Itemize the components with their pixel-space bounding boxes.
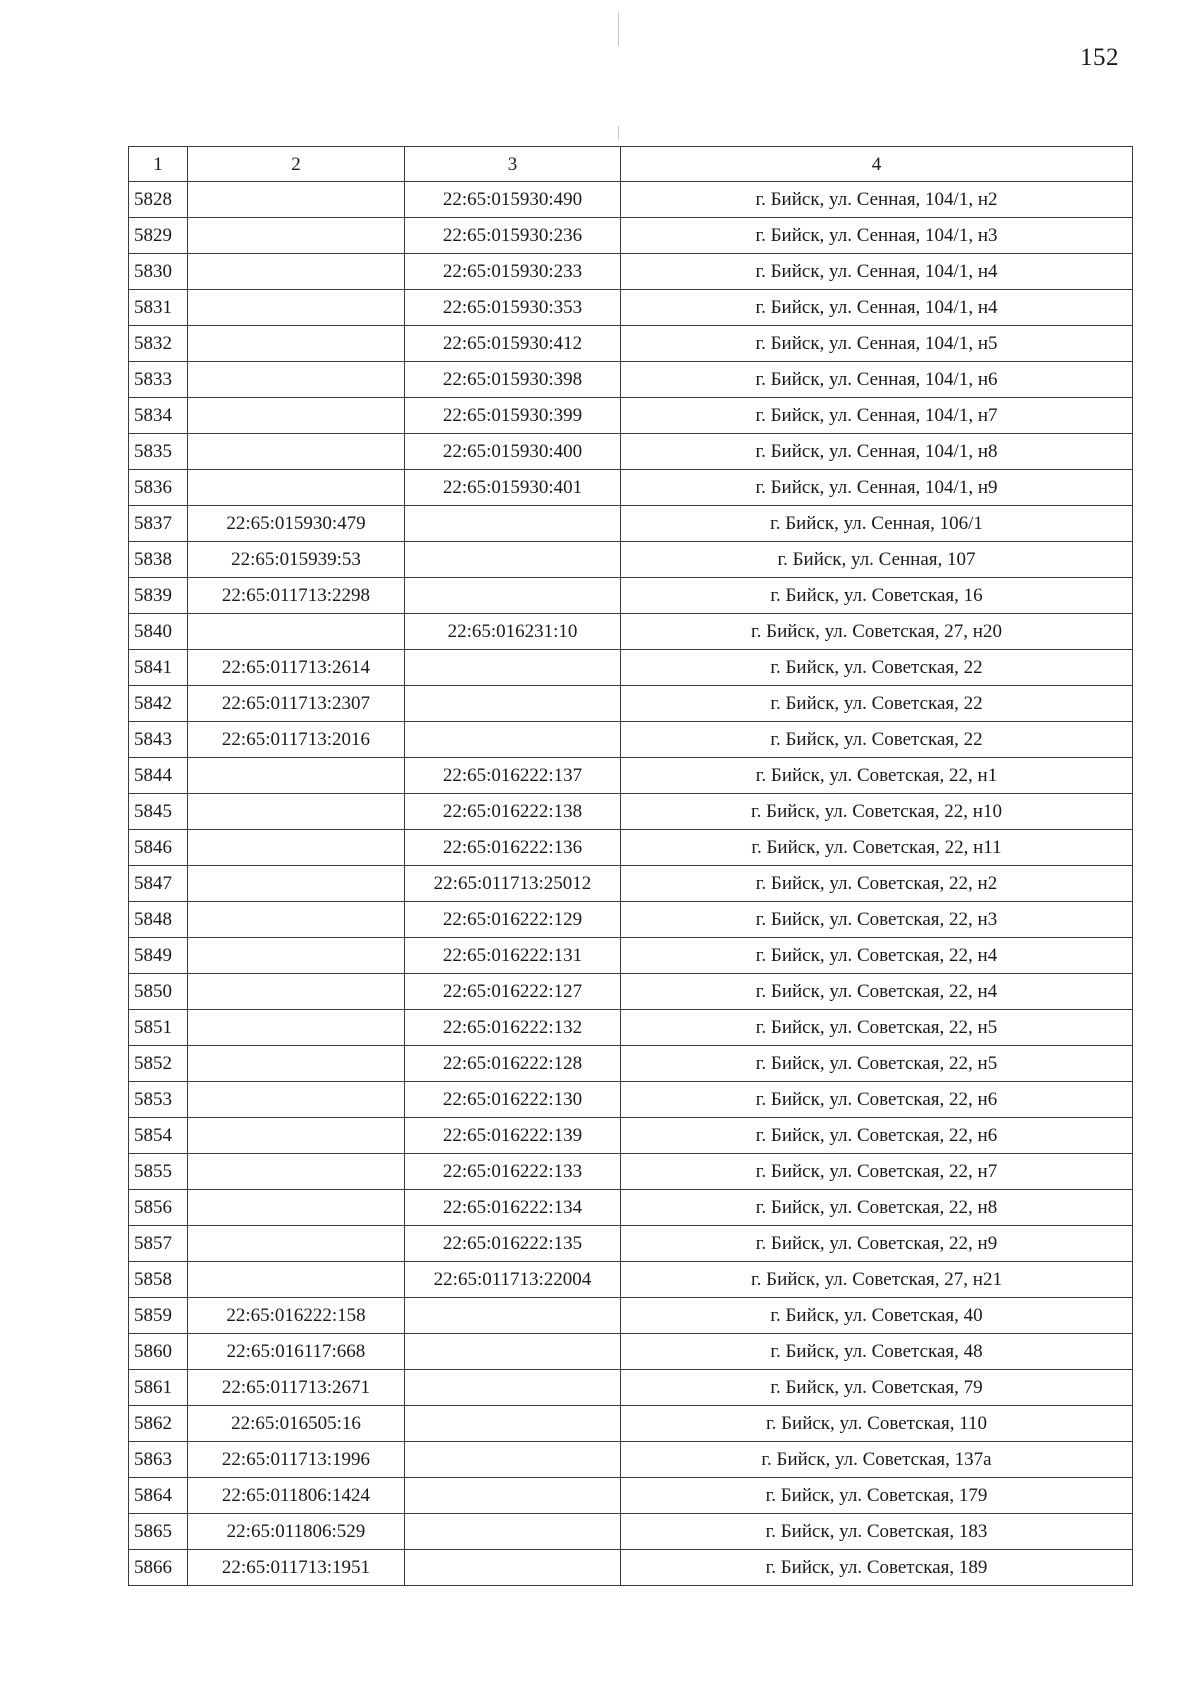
cadastral-number-alt-cell [405,686,621,722]
table-row [129,578,1133,614]
address-cell: г. Бийск, ул. Сенная, 104/1, н7 [621,398,1133,434]
row-number-cell: 5851 [129,1010,188,1046]
cadastral-number-alt-cell: 22:65:011713:22004 [405,1262,621,1298]
cadastral-number-alt-cell: 22:65:015930:399 [405,398,621,434]
cadastral-number-alt-cell: 22:65:016222:137 [405,758,621,794]
address-cell: г. Бийск, ул. Советская, 22, н5 [621,1046,1133,1082]
table-row [129,866,1133,902]
cadastral-number-alt-cell [405,1406,621,1442]
row-number-cell: 5834 [129,398,188,434]
cadastral-number-cell [188,434,405,470]
address-cell: г. Бийск, ул. Советская, 189 [621,1550,1133,1586]
cadastral-number-cell: 22:65:015939:53 [188,542,405,578]
cadastral-number-alt-cell [405,1442,621,1478]
cadastral-number-cell: 22:65:011713:2671 [188,1370,405,1406]
cadastral-number-cell [188,254,405,290]
table-row [129,182,1133,218]
address-cell: г. Бийск, ул. Советская, 22, н2 [621,866,1133,902]
cadastral-number-cell [188,326,405,362]
address-cell: г. Бийск, ул. Советская, 79 [621,1370,1133,1406]
cadastral-number-cell [188,1190,405,1226]
address-cell: г. Бийск, ул. Сенная, 107 [621,542,1133,578]
address-cell: г. Бийск, ул. Советская, 22 [621,722,1133,758]
address-cell: г. Бийск, ул. Советская, 22, н11 [621,830,1133,866]
row-number-cell: 5842 [129,686,188,722]
cadastral-number-alt-cell: 22:65:016222:128 [405,1046,621,1082]
cadastral-number-cell [188,1154,405,1190]
address-cell: г. Бийск, ул. Советская, 27, н21 [621,1262,1133,1298]
row-number-cell: 5864 [129,1478,188,1514]
cadastral-number-alt-cell [405,1334,621,1370]
table-row [129,1226,1133,1262]
table-row [129,794,1133,830]
row-number-cell: 5832 [129,326,188,362]
header-row [129,147,1133,182]
row-number-cell: 5862 [129,1406,188,1442]
row-number-cell: 5860 [129,1334,188,1370]
cadastral-number-alt-cell: 22:65:016222:136 [405,830,621,866]
cadastral-number-cell: 22:65:011806:529 [188,1514,405,1550]
row-number-cell: 5848 [129,902,188,938]
cadastral-number-alt-cell: 22:65:015930:236 [405,218,621,254]
address-cell: г. Бийск, ул. Советская, 22, н10 [621,794,1133,830]
table-row [129,1190,1133,1226]
cadastral-number-cell [188,938,405,974]
cadastral-number-cell [188,1046,405,1082]
table-row [129,1046,1133,1082]
cadastral-number-cell: 22:65:011713:2614 [188,650,405,686]
table-row [129,974,1133,1010]
address-cell: г. Бийск, ул. Советская, 22, н4 [621,938,1133,974]
address-cell: г. Бийск, ул. Советская, 27, н20 [621,614,1133,650]
column-header-2: 2 [188,147,405,182]
row-number-cell: 5847 [129,866,188,902]
table-row [129,1334,1133,1370]
cadastral-number-alt-cell [405,578,621,614]
row-number-cell: 5838 [129,542,188,578]
cadastral-number-alt-cell [405,1370,621,1406]
row-number-cell: 5856 [129,1190,188,1226]
cadastral-number-cell [188,1010,405,1046]
table-row [129,758,1133,794]
address-cell: г. Бийск, ул. Сенная, 104/1, н5 [621,326,1133,362]
table-row [129,1442,1133,1478]
address-cell: г. Бийск, ул. Советская, 179 [621,1478,1133,1514]
row-number-cell: 5831 [129,290,188,326]
row-number-cell: 5859 [129,1298,188,1334]
cadastral-number-cell [188,758,405,794]
cadastral-number-alt-cell: 22:65:016222:138 [405,794,621,830]
cadastral-number-cell [188,398,405,434]
address-cell: г. Бийск, ул. Советская, 22, н9 [621,1226,1133,1262]
cadastral-number-cell [188,794,405,830]
table-row [129,1118,1133,1154]
cadastral-number-cell: 22:65:011713:1951 [188,1550,405,1586]
cadastral-number-cell [188,290,405,326]
cadastral-number-cell [188,470,405,506]
table-header [129,147,1133,182]
address-cell: г. Бийск, ул. Советская, 22, н6 [621,1082,1133,1118]
row-number-cell: 5841 [129,650,188,686]
cadastral-number-cell: 22:65:011713:2307 [188,686,405,722]
address-cell: г. Бийск, ул. Сенная, 104/1, н8 [621,434,1133,470]
table-row [129,614,1133,650]
scan-artifact [618,126,619,140]
cadastral-number-alt-cell [405,1514,621,1550]
row-number-cell: 5857 [129,1226,188,1262]
cadastral-number-cell [188,1262,405,1298]
row-number-cell: 5853 [129,1082,188,1118]
cadastral-number-cell [188,1082,405,1118]
table-row [129,650,1133,686]
row-number-cell: 5835 [129,434,188,470]
address-cell: г. Бийск, ул. Советская, 22, н4 [621,974,1133,1010]
table-row [129,470,1133,506]
address-cell: г. Бийск, ул. Сенная, 104/1, н3 [621,218,1133,254]
table-row [129,1082,1133,1118]
cadastral-number-cell: 22:65:016505:16 [188,1406,405,1442]
row-number-cell: 5865 [129,1514,188,1550]
row-number-cell: 5858 [129,1262,188,1298]
address-cell: г. Бийск, ул. Советская, 40 [621,1298,1133,1334]
address-cell: г. Бийск, ул. Советская, 22 [621,686,1133,722]
address-cell: г. Бийск, ул. Советская, 22 [621,650,1133,686]
table-row [129,1262,1133,1298]
cadastral-number-cell: 22:65:011713:2298 [188,578,405,614]
table-row [129,218,1133,254]
cadastral-number-alt-cell: 22:65:016231:10 [405,614,621,650]
row-number-cell: 5830 [129,254,188,290]
address-cell: г. Бийск, ул. Сенная, 106/1 [621,506,1133,542]
table-row [129,1478,1133,1514]
scan-artifact [618,12,619,46]
cadastral-number-alt-cell [405,506,621,542]
row-number-cell: 5833 [129,362,188,398]
row-number-cell: 5861 [129,1370,188,1406]
row-number-cell: 5866 [129,1550,188,1586]
row-number-cell: 5843 [129,722,188,758]
table-row [129,938,1133,974]
table-row [129,1010,1133,1046]
property-table [128,146,1133,1586]
row-number-cell: 5854 [129,1118,188,1154]
table-row [129,362,1133,398]
table-row [129,1514,1133,1550]
table-row [129,1550,1133,1586]
cadastral-number-alt-cell: 22:65:011713:25012 [405,866,621,902]
address-cell: г. Бийск, ул. Сенная, 104/1, н4 [621,290,1133,326]
cadastral-number-cell: 22:65:016222:158 [188,1298,405,1334]
cadastral-number-alt-cell: 22:65:016222:129 [405,902,621,938]
row-number-cell: 5852 [129,1046,188,1082]
cadastral-number-alt-cell: 22:65:016222:127 [405,974,621,1010]
cadastral-number-alt-cell [405,650,621,686]
address-cell: г. Бийск, ул. Советская, 22, н7 [621,1154,1133,1190]
table-row [129,902,1133,938]
cadastral-number-cell [188,866,405,902]
cadastral-number-cell: 22:65:011713:1996 [188,1442,405,1478]
cadastral-number-alt-cell: 22:65:015930:401 [405,470,621,506]
address-cell: г. Бийск, ул. Советская, 110 [621,1406,1133,1442]
row-number-cell: 5840 [129,614,188,650]
address-cell: г. Бийск, ул. Советская, 183 [621,1514,1133,1550]
cadastral-number-cell: 22:65:016117:668 [188,1334,405,1370]
address-cell: г. Бийск, ул. Советская, 22, н1 [621,758,1133,794]
table-row [129,1406,1133,1442]
cadastral-number-alt-cell: 22:65:016222:130 [405,1082,621,1118]
table-row [129,1370,1133,1406]
row-number-cell: 5845 [129,794,188,830]
cadastral-number-alt-cell: 22:65:015930:412 [405,326,621,362]
row-number-cell: 5839 [129,578,188,614]
cadastral-number-cell: 22:65:015930:479 [188,506,405,542]
cadastral-number-alt-cell: 22:65:016222:134 [405,1190,621,1226]
table-row [129,290,1133,326]
address-cell: г. Бийск, ул. Сенная, 104/1, н6 [621,362,1133,398]
row-number-cell: 5844 [129,758,188,794]
table-row [129,1154,1133,1190]
table-row [129,326,1133,362]
address-cell: г. Бийск, ул. Сенная, 104/1, н9 [621,470,1133,506]
cadastral-number-alt-cell [405,1478,621,1514]
address-cell: г. Бийск, ул. Советская, 22, н3 [621,902,1133,938]
cadastral-number-alt-cell: 22:65:016222:133 [405,1154,621,1190]
row-number-cell: 5849 [129,938,188,974]
table-body [129,182,1133,1586]
cadastral-number-cell [188,830,405,866]
column-header-1: 1 [129,147,188,182]
cadastral-number-alt-cell: 22:65:016222:139 [405,1118,621,1154]
row-number-cell: 5836 [129,470,188,506]
cadastral-number-cell [188,182,405,218]
cadastral-number-cell [188,362,405,398]
cadastral-number-alt-cell [405,1550,621,1586]
cadastral-number-cell: 22:65:011806:1424 [188,1478,405,1514]
table-row [129,542,1133,578]
row-number-cell: 5837 [129,506,188,542]
page-number: 152 [1080,44,1119,71]
cadastral-number-alt-cell: 22:65:016222:132 [405,1010,621,1046]
row-number-cell: 5855 [129,1154,188,1190]
cadastral-number-cell [188,974,405,1010]
cadastral-number-alt-cell: 22:65:015930:400 [405,434,621,470]
address-cell: г. Бийск, ул. Сенная, 104/1, н2 [621,182,1133,218]
address-cell: г. Бийск, ул. Советская, 22, н5 [621,1010,1133,1046]
column-header-4: 4 [621,147,1133,182]
address-cell: г. Бийск, ул. Советская, 137а [621,1442,1133,1478]
table-row [129,1298,1133,1334]
cadastral-number-alt-cell: 22:65:015930:398 [405,362,621,398]
table-row [129,434,1133,470]
cadastral-number-alt-cell: 22:65:015930:233 [405,254,621,290]
table-row [129,686,1133,722]
table-row [129,506,1133,542]
address-cell: г. Бийск, ул. Советская, 48 [621,1334,1133,1370]
cadastral-number-cell [188,902,405,938]
row-number-cell: 5850 [129,974,188,1010]
cadastral-number-cell [188,1118,405,1154]
cadastral-number-alt-cell: 22:65:015930:490 [405,182,621,218]
row-number-cell: 5828 [129,182,188,218]
cadastral-number-alt-cell: 22:65:016222:135 [405,1226,621,1262]
cadastral-number-cell [188,218,405,254]
address-cell: г. Бийск, ул. Советская, 16 [621,578,1133,614]
cadastral-number-cell: 22:65:011713:2016 [188,722,405,758]
cadastral-number-alt-cell [405,1298,621,1334]
address-cell: г. Бийск, ул. Советская, 22, н6 [621,1118,1133,1154]
address-cell: г. Бийск, ул. Сенная, 104/1, н4 [621,254,1133,290]
row-number-cell: 5846 [129,830,188,866]
cadastral-number-alt-cell [405,722,621,758]
row-number-cell: 5863 [129,1442,188,1478]
table-row [129,722,1133,758]
address-cell: г. Бийск, ул. Советская, 22, н8 [621,1190,1133,1226]
table-row [129,254,1133,290]
column-header-3: 3 [405,147,621,182]
table-row [129,398,1133,434]
cadastral-number-cell [188,614,405,650]
row-number-cell: 5829 [129,218,188,254]
cadastral-number-alt-cell: 22:65:016222:131 [405,938,621,974]
cadastral-number-alt-cell: 22:65:015930:353 [405,290,621,326]
cadastral-number-alt-cell [405,542,621,578]
cadastral-number-cell [188,1226,405,1262]
table-row [129,830,1133,866]
